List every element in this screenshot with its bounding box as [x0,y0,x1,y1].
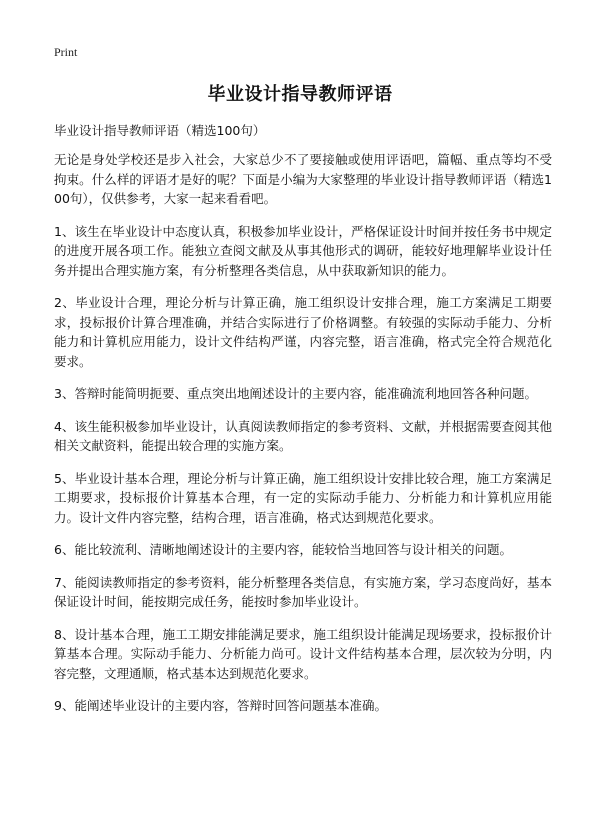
comment-item-3: 3、答辩时能简明扼要、重点突出地阐述设计的主要内容，能准确流利地回答各种问题。 [54,386,537,401]
comment-item-2: 2、毕业设计合理，理论分析与计算正确，施工组织设计安排合理，施工方案满足工期要求，投标报价计算合理准确，并结合实际进行了价格调整。有较强的实际动手能力、分析能力和计算机应用能力，设计文件结构严谨，内容完整，语言准确，格式完全符合规范化要求。 [54,295,552,369]
intro-paragraph: 无论是身处学校还是步入社会，大家总少不了要接触或使用评语吧，篇幅、重点等均不受拘束。什么样的评语才是好的呢？下面是小编为大家整理的毕业设计指导教师评语（精选100句），仅供参考，大家一起来看看吧。 [54,152,552,206]
document-body [54,150,552,729]
comment-item-9: 9、能阐述毕业设计的主要内容，答辩时回答问题基本准确。 [54,698,387,713]
comment-item-8: 8、设计基本合理，施工工期安排能满足要求，施工组织设计能满足现场要求，投标报价计算基本合理。实际动手能力、分析能力尚可。设计文件结构基本合理，层次较为分明，内容完整，文理通顺，格式基本达到规范化要求。 [54,626,552,681]
print-link[interactable]: Print [54,45,78,59]
document-subtitle: 毕业设计指导教师评语（精选100句） [54,123,266,138]
comment-item-7: 7、能阅读教师指定的参考资料，能分析整理各类信息，有实施方案，学习态度尚好，基本保证设计时间，能按期完成任务，能按时参加毕业设计。 [54,574,552,609]
comment-item-6: 6、能比较流利、清晰地阐述设计的主要内容，能较恰当地回答与设计相关的问题。 [54,542,512,557]
comment-item-4: 4、该生能积极参加毕业设计，认真阅读教师指定的参考资料、文献，并根据需要查阅其他相关文献资料，能提出较合理的实施方案。 [54,418,552,453]
comment-item-1: 1、该生在毕业设计中态度认真，积极参加毕业设计，严格保证设计时间并按任务书中规定的进度开展各项工作。能独立查阅文献及从事其他形式的调研，能较好地理解毕业设计任务并提出合理实施方案，有分析整理各类信息，从中获取新知识的能力。 [54,223,552,278]
comment-item-5: 5、毕业设计基本合理，理论分析与计算正确，施工组织设计安排比较合理，施工方案满足工期要求，投标报价计算基本合理，有一定的实际动手能力、分析能力和计算机应用能力。设计文件内容完整，结构合理，语言准确，格式达到规范化要求。 [54,470,552,525]
page-title: 毕业设计指导教师评语 [207,84,393,105]
